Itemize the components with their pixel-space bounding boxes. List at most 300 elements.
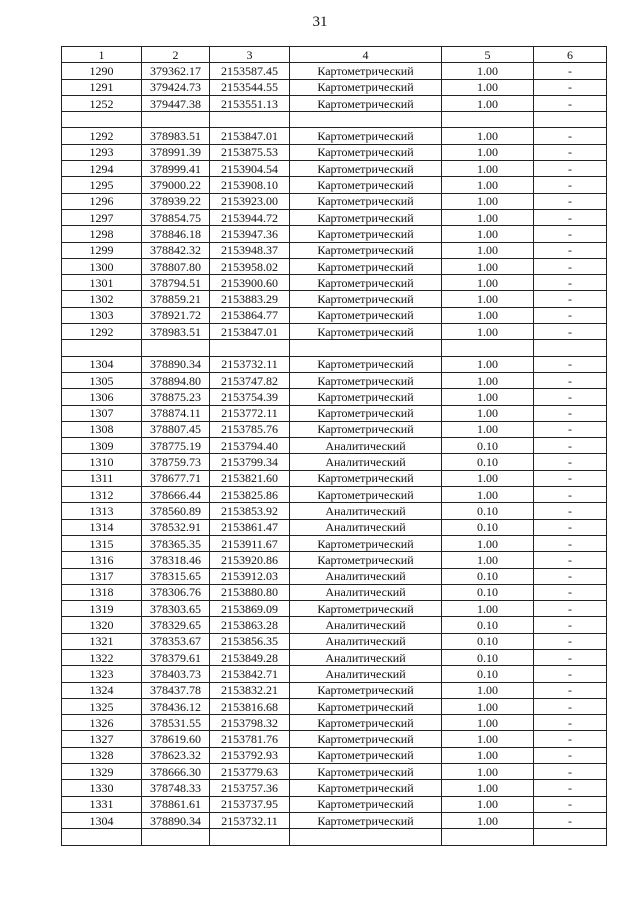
table-cell: 1.00 — [442, 552, 534, 568]
table-cell: 2153847.01 — [210, 128, 290, 144]
table-cell: 1.00 — [442, 796, 534, 812]
table-cell: 2153832.21 — [210, 682, 290, 698]
table-row — [62, 372, 607, 388]
table-row — [62, 226, 607, 242]
table-cell: 0.10 — [442, 438, 534, 454]
table-row — [62, 487, 607, 503]
table-cell: 1.00 — [442, 258, 534, 274]
table-cell: 1295 — [62, 177, 142, 193]
table-cell: 1.00 — [442, 405, 534, 421]
table-cell: 378807.80 — [142, 258, 210, 274]
table-row — [62, 193, 607, 209]
table-cell: - — [534, 324, 607, 340]
table-cell: - — [534, 552, 607, 568]
table-cell: 1307 — [62, 405, 142, 421]
table-cell: - — [534, 470, 607, 486]
table-cell: - — [534, 731, 607, 747]
table-cell: 378303.65 — [142, 601, 210, 617]
page-number: 31 — [312, 14, 328, 30]
table-cell: - — [534, 144, 607, 160]
table-cell: Картометрический — [290, 552, 442, 568]
table-cell: 1294 — [62, 161, 142, 177]
table-cell: 378842.32 — [142, 242, 210, 258]
table-cell: - — [534, 584, 607, 600]
table-cell: - — [534, 764, 607, 780]
table-cell: 2153958.02 — [210, 258, 290, 274]
table-cell: 1.00 — [442, 715, 534, 731]
table-cell: 2153947.36 — [210, 226, 290, 242]
table-cell: - — [534, 226, 607, 242]
table-cell: Картометрический — [290, 535, 442, 551]
table-cell: 379362.17 — [142, 63, 210, 79]
table-cell: 378748.33 — [142, 780, 210, 796]
table-row — [62, 601, 607, 617]
table-cell: 2153912.03 — [210, 568, 290, 584]
table-cell: - — [534, 698, 607, 714]
table-row — [62, 356, 607, 372]
table-cell: 1324 — [62, 682, 142, 698]
table-cell: 2153732.11 — [210, 812, 290, 828]
table-cell: Аналитический — [290, 617, 442, 633]
table-cell: Аналитический — [290, 666, 442, 682]
table-row — [62, 780, 607, 796]
table-row — [62, 698, 607, 714]
table-cell: Картометрический — [290, 356, 442, 372]
table-cell — [442, 112, 534, 128]
table-cell: 378560.89 — [142, 503, 210, 519]
table-cell: Картометрический — [290, 764, 442, 780]
table-cell: 378306.76 — [142, 584, 210, 600]
table-cell: 1.00 — [442, 601, 534, 617]
table-cell: 0.10 — [442, 617, 534, 633]
table-cell: - — [534, 421, 607, 437]
table-cell: 1305 — [62, 372, 142, 388]
table-row — [62, 242, 607, 258]
table-cell: Картометрический — [290, 242, 442, 258]
table-cell: 1318 — [62, 584, 142, 600]
table-cell: 2153798.32 — [210, 715, 290, 731]
table-row — [62, 617, 607, 633]
table-cell: - — [534, 405, 607, 421]
table-cell: 0.10 — [442, 454, 534, 470]
table-cell: 1292 — [62, 128, 142, 144]
table-cell: 2153847.01 — [210, 324, 290, 340]
table-cell: - — [534, 161, 607, 177]
table-cell: Картометрический — [290, 715, 442, 731]
table-cell: 2153737.95 — [210, 796, 290, 812]
table-cell: 1328 — [62, 747, 142, 763]
table-cell: Картометрический — [290, 421, 442, 437]
table-cell: 1293 — [62, 144, 142, 160]
table-cell: 1297 — [62, 209, 142, 225]
column-header: 3 — [210, 47, 290, 63]
table-cell: 1300 — [62, 258, 142, 274]
table-cell: - — [534, 307, 607, 323]
table-cell: 1.00 — [442, 95, 534, 111]
table-cell: 378379.61 — [142, 649, 210, 665]
table-cell: Аналитический — [290, 519, 442, 535]
table-cell: - — [534, 128, 607, 144]
table-cell: Картометрический — [290, 226, 442, 242]
table-cell: 379000.22 — [142, 177, 210, 193]
table-row — [62, 79, 607, 95]
table-cell — [62, 112, 142, 128]
table-cell: 2153861.47 — [210, 519, 290, 535]
table-cell: - — [534, 601, 607, 617]
table-cell: 378623.32 — [142, 747, 210, 763]
table-cell: 1.00 — [442, 193, 534, 209]
table-cell: 378437.78 — [142, 682, 210, 698]
table-row — [62, 275, 607, 291]
column-header: 5 — [442, 47, 534, 63]
table-cell: 0.10 — [442, 633, 534, 649]
table-cell: Аналитический — [290, 503, 442, 519]
table-cell: 2153856.35 — [210, 633, 290, 649]
table-cell: 1315 — [62, 535, 142, 551]
table-cell: 0.10 — [442, 666, 534, 682]
table-row — [62, 666, 607, 682]
table-cell: - — [534, 356, 607, 372]
table-row — [62, 63, 607, 79]
table-row — [62, 258, 607, 274]
table-cell: 1322 — [62, 649, 142, 665]
table-cell: 378846.18 — [142, 226, 210, 242]
table-cell: 1311 — [62, 470, 142, 486]
table-row — [62, 552, 607, 568]
table-cell: 378939.22 — [142, 193, 210, 209]
table-cell: 2153948.37 — [210, 242, 290, 258]
table-cell: 2153799.34 — [210, 454, 290, 470]
table-cell: 2153849.28 — [210, 649, 290, 665]
table-cell — [62, 829, 142, 846]
table-cell: 1313 — [62, 503, 142, 519]
table-cell: - — [534, 193, 607, 209]
table-row — [62, 747, 607, 763]
table-cell — [534, 340, 607, 356]
table-cell: 1252 — [62, 95, 142, 111]
table-row — [62, 649, 607, 665]
table-cell: 378436.12 — [142, 698, 210, 714]
table-cell: Картометрический — [290, 405, 442, 421]
table-cell: 1304 — [62, 356, 142, 372]
table-cell: Картометрический — [290, 63, 442, 79]
table-cell: 378991.39 — [142, 144, 210, 160]
table-cell: 1317 — [62, 568, 142, 584]
table-cell: 1.00 — [442, 764, 534, 780]
table-cell: 1292 — [62, 324, 142, 340]
table-cell: 2153869.09 — [210, 601, 290, 617]
column-header: 6 — [534, 47, 607, 63]
table-cell: 378677.71 — [142, 470, 210, 486]
table-cell: Картометрический — [290, 796, 442, 812]
table-cell: 2153863.28 — [210, 617, 290, 633]
table-cell: 2153908.10 — [210, 177, 290, 193]
table-cell: Картометрический — [290, 487, 442, 503]
column-header: 1 — [62, 47, 142, 63]
table-row — [62, 584, 607, 600]
table-cell: 2153794.40 — [210, 438, 290, 454]
table-cell: 2153779.63 — [210, 764, 290, 780]
table-cell: 1310 — [62, 454, 142, 470]
table-cell: 2153880.80 — [210, 584, 290, 600]
table-cell: - — [534, 258, 607, 274]
table-cell: - — [534, 649, 607, 665]
column-header: 4 — [290, 47, 442, 63]
table-cell: Картометрический — [290, 209, 442, 225]
table-cell: Картометрический — [290, 177, 442, 193]
table-cell: 378983.51 — [142, 324, 210, 340]
table-cell: 1.00 — [442, 324, 534, 340]
table-cell: Картометрический — [290, 747, 442, 763]
table-cell: 2153772.11 — [210, 405, 290, 421]
table-cell: 2153842.71 — [210, 666, 290, 682]
table-row — [62, 421, 607, 437]
table-cell: 2153911.67 — [210, 535, 290, 551]
table-cell — [442, 829, 534, 846]
table-cell: - — [534, 519, 607, 535]
table-row — [62, 307, 607, 323]
table-cell: - — [534, 796, 607, 812]
table-row — [62, 112, 607, 128]
table-cell: 2153754.39 — [210, 389, 290, 405]
table-cell: 378666.44 — [142, 487, 210, 503]
table-cell: 1.00 — [442, 209, 534, 225]
table-cell: 2153785.76 — [210, 421, 290, 437]
table-cell: 378315.65 — [142, 568, 210, 584]
table-cell — [142, 829, 210, 846]
table-cell: 1.00 — [442, 177, 534, 193]
table-cell: 1308 — [62, 421, 142, 437]
table-row — [62, 535, 607, 551]
table-row — [62, 731, 607, 747]
table-cell: - — [534, 95, 607, 111]
table-cell: Картометрический — [290, 601, 442, 617]
table-cell: 2153551.13 — [210, 95, 290, 111]
table-cell: - — [534, 535, 607, 551]
table-row — [62, 405, 607, 421]
table-cell: 378775.19 — [142, 438, 210, 454]
table-cell: 378861.61 — [142, 796, 210, 812]
table-row — [62, 796, 607, 812]
table-cell: Картометрический — [290, 470, 442, 486]
table-cell — [210, 112, 290, 128]
table-cell: - — [534, 568, 607, 584]
table-cell: 2153544.55 — [210, 79, 290, 95]
table-cell: 378859.21 — [142, 291, 210, 307]
table-cell — [534, 112, 607, 128]
table-cell: 2153792.93 — [210, 747, 290, 763]
table-cell: - — [534, 291, 607, 307]
table-cell: 2153900.60 — [210, 275, 290, 291]
table-cell: Картометрический — [290, 324, 442, 340]
table-cell — [290, 340, 442, 356]
table-cell: 2153864.77 — [210, 307, 290, 323]
table-cell: 1320 — [62, 617, 142, 633]
table-row — [62, 503, 607, 519]
table-cell: Картометрический — [290, 698, 442, 714]
table-cell: 2153816.68 — [210, 698, 290, 714]
table-cell: 1291 — [62, 79, 142, 95]
table-cell: - — [534, 812, 607, 828]
table-cell: 2153923.00 — [210, 193, 290, 209]
table-cell: Картометрический — [290, 307, 442, 323]
table-cell: 378403.73 — [142, 666, 210, 682]
table-cell: 378890.34 — [142, 356, 210, 372]
table-cell: Аналитический — [290, 633, 442, 649]
table-cell: 1.00 — [442, 780, 534, 796]
table-cell: 1301 — [62, 275, 142, 291]
table-cell: 1323 — [62, 666, 142, 682]
table-cell: Картометрический — [290, 731, 442, 747]
table-cell: 1.00 — [442, 812, 534, 828]
table-cell: 2153781.76 — [210, 731, 290, 747]
table-cell: 1331 — [62, 796, 142, 812]
table-cell: 2153821.60 — [210, 470, 290, 486]
table-cell — [290, 112, 442, 128]
table-cell: - — [534, 780, 607, 796]
table-cell: Картометрический — [290, 79, 442, 95]
table-cell: Картометрический — [290, 682, 442, 698]
table-cell — [210, 340, 290, 356]
table-cell: 1302 — [62, 291, 142, 307]
table-cell: 378890.34 — [142, 812, 210, 828]
table-cell: 2153875.53 — [210, 144, 290, 160]
table-cell: - — [534, 242, 607, 258]
table-cell: 378318.46 — [142, 552, 210, 568]
table-cell: Аналитический — [290, 454, 442, 470]
table-cell: 1.00 — [442, 487, 534, 503]
table-cell: - — [534, 209, 607, 225]
table-cell: 1.00 — [442, 747, 534, 763]
table-cell: 1306 — [62, 389, 142, 405]
table-cell: 378353.67 — [142, 633, 210, 649]
table-cell: 1.00 — [442, 421, 534, 437]
table-cell — [142, 112, 210, 128]
table-cell: Картометрический — [290, 144, 442, 160]
table-cell: 0.10 — [442, 568, 534, 584]
table-cell: 2153853.92 — [210, 503, 290, 519]
table-cell: 1327 — [62, 731, 142, 747]
table-cell: 1.00 — [442, 682, 534, 698]
table-cell: - — [534, 617, 607, 633]
column-header: 2 — [142, 47, 210, 63]
table-cell: - — [534, 682, 607, 698]
table-cell: 1298 — [62, 226, 142, 242]
table-cell: 1.00 — [442, 79, 534, 95]
table-cell: 1.00 — [442, 63, 534, 79]
table-row — [62, 438, 607, 454]
table-row — [62, 389, 607, 405]
table-row — [62, 633, 607, 649]
table-cell: 379424.73 — [142, 79, 210, 95]
table-row — [62, 209, 607, 225]
table-cell: Аналитический — [290, 438, 442, 454]
table-row — [62, 324, 607, 340]
table-cell: - — [534, 79, 607, 95]
table-row — [62, 715, 607, 731]
table-cell — [442, 340, 534, 356]
table-cell: 0.10 — [442, 584, 534, 600]
table-cell: Картометрический — [290, 812, 442, 828]
table-cell: 2153732.11 — [210, 356, 290, 372]
table-cell: 1312 — [62, 487, 142, 503]
table-cell: 378999.41 — [142, 161, 210, 177]
table-row — [62, 764, 607, 780]
table-cell: Картометрический — [290, 193, 442, 209]
table-cell: 1.00 — [442, 731, 534, 747]
table-cell: Картометрический — [290, 291, 442, 307]
table-cell: 1.00 — [442, 242, 534, 258]
table-cell: 2153757.36 — [210, 780, 290, 796]
table-cell: 1303 — [62, 307, 142, 323]
table-cell: Картометрический — [290, 275, 442, 291]
table-cell: 378794.51 — [142, 275, 210, 291]
table-cell: 1.00 — [442, 161, 534, 177]
table-cell: 1319 — [62, 601, 142, 617]
table-row — [62, 161, 607, 177]
table-cell: 378983.51 — [142, 128, 210, 144]
table-row — [62, 829, 607, 846]
table-row — [62, 682, 607, 698]
table-cell: 378619.60 — [142, 731, 210, 747]
table-cell: 1.00 — [442, 128, 534, 144]
table-cell: - — [534, 633, 607, 649]
table-cell: Картометрический — [290, 95, 442, 111]
table-cell: 2153883.29 — [210, 291, 290, 307]
table-cell: - — [534, 275, 607, 291]
table-cell: 378875.23 — [142, 389, 210, 405]
table-cell: 1299 — [62, 242, 142, 258]
table-cell: 2153747.82 — [210, 372, 290, 388]
table-row — [62, 291, 607, 307]
table-cell — [62, 340, 142, 356]
table-cell: 2153944.72 — [210, 209, 290, 225]
table-cell: 1.00 — [442, 372, 534, 388]
table-cell: 1.00 — [442, 226, 534, 242]
table-cell: 2153825.86 — [210, 487, 290, 503]
table-row — [62, 128, 607, 144]
table-cell: 2153587.45 — [210, 63, 290, 79]
table-cell: 1.00 — [442, 307, 534, 323]
table-cell: 1330 — [62, 780, 142, 796]
table-cell: 1304 — [62, 812, 142, 828]
table-cell: 378921.72 — [142, 307, 210, 323]
table-row — [62, 144, 607, 160]
table-cell — [210, 829, 290, 846]
table-cell: 1325 — [62, 698, 142, 714]
table-header-row — [62, 47, 607, 63]
table-cell: Картометрический — [290, 258, 442, 274]
table-cell: 1296 — [62, 193, 142, 209]
table-cell: - — [534, 389, 607, 405]
table-cell: - — [534, 747, 607, 763]
table-row — [62, 95, 607, 111]
coordinates-table — [61, 46, 607, 846]
table-cell: 1326 — [62, 715, 142, 731]
table-cell — [290, 829, 442, 846]
table-cell: - — [534, 487, 607, 503]
table-cell: 1.00 — [442, 698, 534, 714]
table-cell: 378874.11 — [142, 405, 210, 421]
table-cell: 1.00 — [442, 291, 534, 307]
table-cell: 378807.45 — [142, 421, 210, 437]
table-row — [62, 470, 607, 486]
table-cell: Картометрический — [290, 389, 442, 405]
table-cell — [534, 829, 607, 846]
table-cell — [142, 340, 210, 356]
table-cell: 378854.75 — [142, 209, 210, 225]
table-row — [62, 519, 607, 535]
